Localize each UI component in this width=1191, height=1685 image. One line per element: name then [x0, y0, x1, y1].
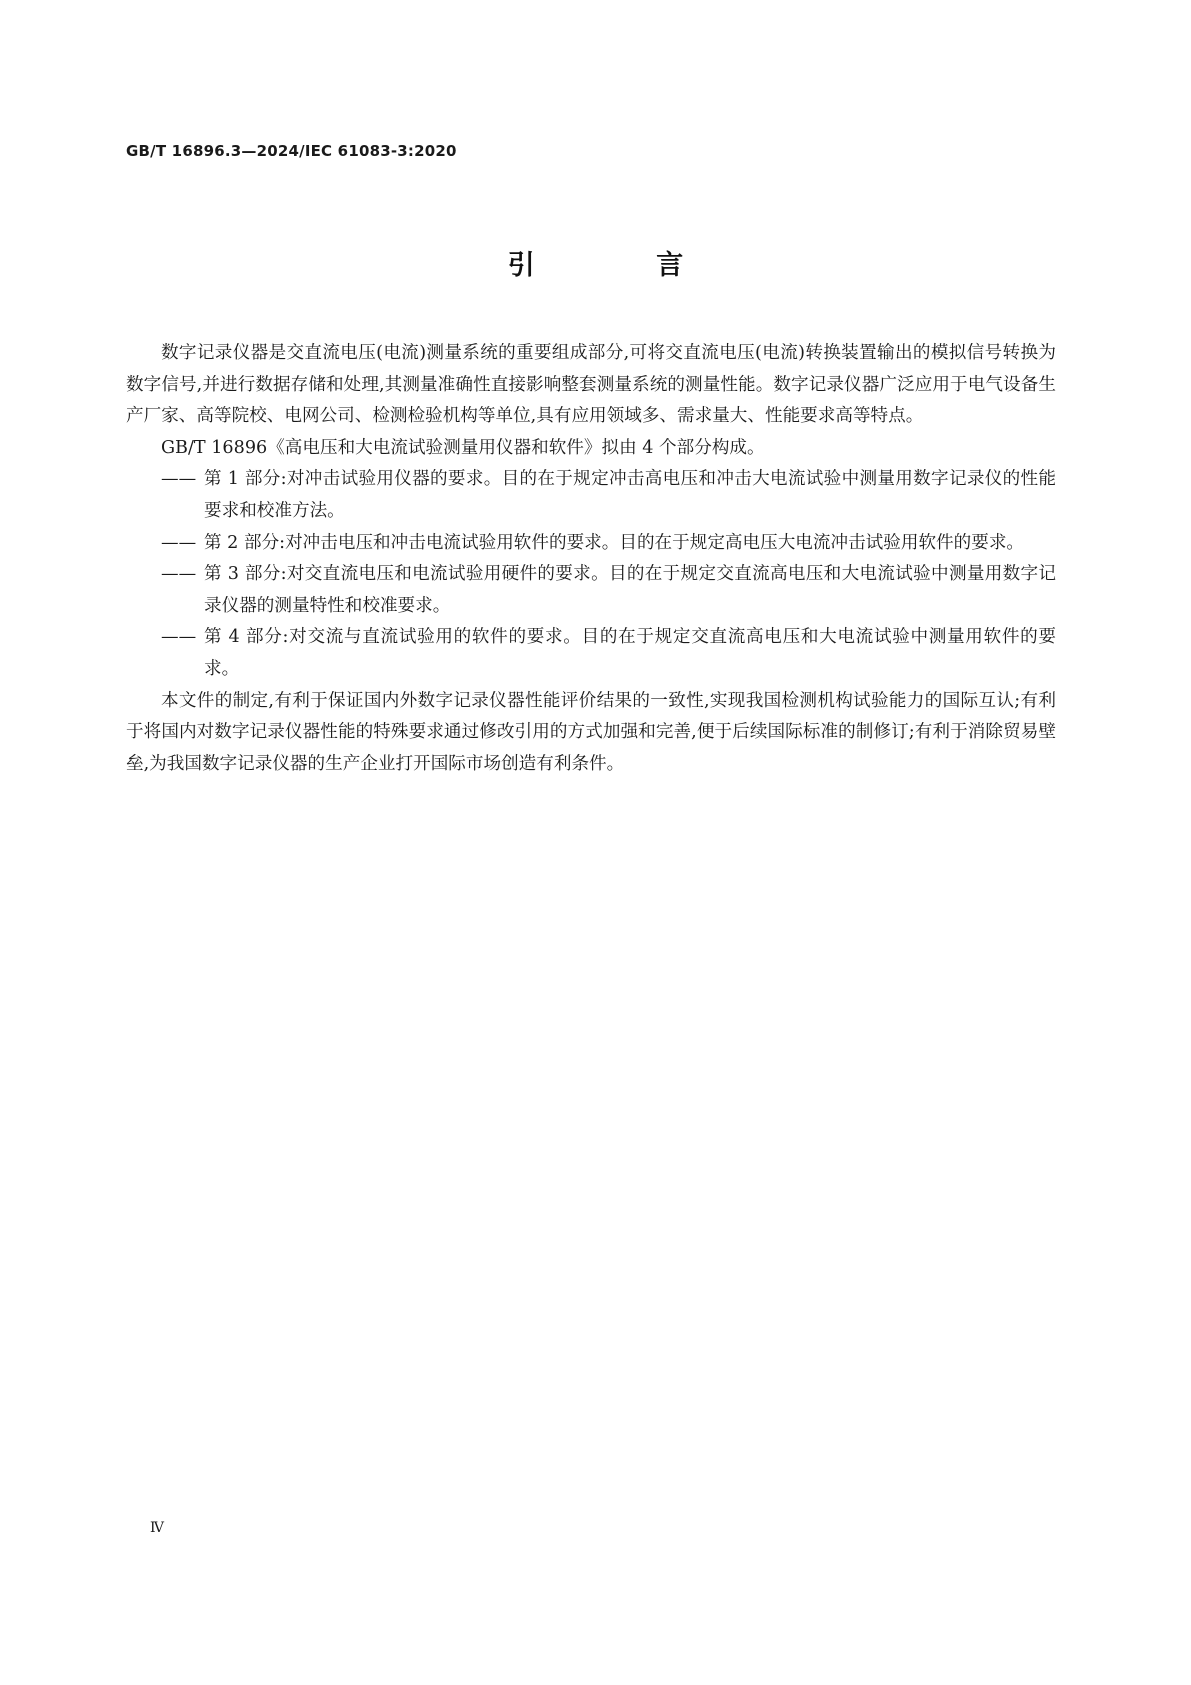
- list-item: [126, 464, 1056, 527]
- list-dash: ——: [161, 532, 197, 553]
- list-item: [126, 528, 1056, 560]
- closing-paragraph: 本文件的制定,有利于保证国内外数字记录仪器性能评价结果的一致性,实现我国检测机构试验能力的国际互认;有利于将国内对数字记录仪器性能的特殊要求通过修改引用的方式加强和完善,便于后续国际标准的制修订;有利于消除贸易壁垒,为我国数字记录仪器的生产企业打开国际市场创造有利条件。: [126, 690, 1056, 774]
- list-item-text: 第 3 部分:对交直流电压和电流试验用硬件的要求。目的在于规定交直流高电压和大电流试验中测量用数字记录仪器的测量特性和校准要求。: [204, 564, 1056, 616]
- document-body: [126, 338, 1056, 780]
- list-dash: ——: [161, 564, 197, 585]
- page-title: 引 言: [507, 250, 740, 281]
- document-header: GB/T 16896.3—2024/IEC 61083-3:2020: [126, 142, 457, 160]
- intro-paragraph: 数字记录仪器是交直流电压(电流)测量系统的重要组成部分,可将交直流电压(电流)转换装置输出的模拟信号转换为数字信号,并进行数据存储和处理,其测量准确性直接影响整套测量系统的测量性能。数字记录仪器广泛应用于电气设备生产厂家、高等院校、电网公司、检测检验机构等单位,具有应用领域多、需求量大、性能要求高等特点。: [126, 343, 1056, 427]
- list-dash: ——: [161, 627, 197, 648]
- list-item-text: 第 2 部分:对冲击电压和冲击电流试验用软件的要求。目的在于规定高电压大电流冲击试验用软件的要求。: [204, 532, 1025, 553]
- parts-overview-paragraph: GB/T 16896《高电压和大电流试验测量用仪器和软件》拟由 4 个部分构成。: [161, 437, 765, 458]
- list-item: [126, 559, 1056, 622]
- page-number: Ⅳ: [150, 1520, 164, 1536]
- list-item: [126, 622, 1056, 685]
- list-dash: ——: [161, 469, 197, 490]
- list-item-text: 第 1 部分:对冲击试验用仪器的要求。目的在于规定冲击高电压和冲击大电流试验中测量用数字记录仪的性能要求和校准方法。: [204, 469, 1056, 521]
- list-item-text: 第 4 部分:对交流与直流试验用的软件的要求。目的在于规定交直流高电压和大电流试验中测量用软件的要求。: [204, 627, 1056, 679]
